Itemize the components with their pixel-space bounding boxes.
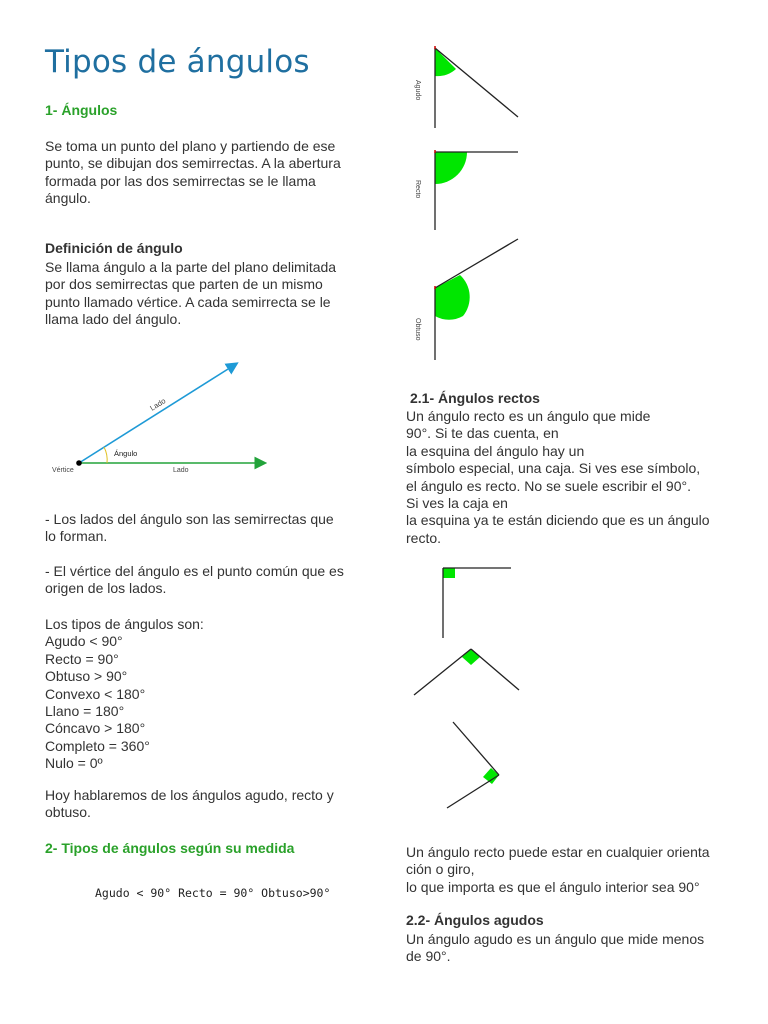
right-angle-3-lower: [447, 775, 499, 808]
section-2-1-heading: 2.1- Ángulos rectos: [410, 390, 540, 406]
angle-types-figure: [398, 40, 528, 370]
type-item: Llano = 180°: [45, 703, 125, 720]
angulo-label: Ángulo: [114, 449, 138, 458]
agudo-label: Agudo: [414, 80, 421, 101]
right-angle-orientations-figure: [405, 560, 535, 820]
right-box-1: [443, 568, 455, 578]
type-item: Convexo < 180°: [45, 685, 146, 702]
type-item: Agudo < 90°: [45, 633, 123, 650]
blue-side-line: [79, 364, 236, 463]
lado-top-label: Lado: [148, 396, 168, 413]
angle-types-list: [45, 616, 204, 773]
obtuso-fill: [435, 275, 470, 320]
right-angle-3-upper: [453, 722, 499, 775]
obtuso-slant-line: [435, 239, 518, 288]
sides-text: - Los lados del ángulo son las semirrectas que lo forman.: [45, 511, 334, 545]
section-2-heading: 2- Tipos de ángulos según su medida: [45, 840, 295, 856]
angle-arc: [104, 447, 107, 463]
obtuso-label: Obtuso: [414, 318, 421, 341]
type-item: Cóncavo > 180°: [45, 720, 146, 737]
definition-heading: Definición de ángulo: [45, 240, 183, 256]
type-item: Completo = 360°: [45, 737, 150, 754]
definition-paragraph: Se llama ángulo a la parte del plano delimitada por dos semirrectas que parten de un mismo punto llamado vértice. A cada semirrecta se le llama lado del ángulo.: [45, 259, 337, 328]
type-item: Nulo = 0º: [45, 755, 103, 772]
recto-label: Recto: [414, 180, 421, 199]
vertex-dot: [76, 460, 82, 466]
types-intro: Los tipos de ángulos son:: [45, 616, 204, 632]
section-2-formula: Agudo < 90° Recto = 90° Obtuso>90°: [95, 886, 331, 900]
angle-diagram: [40, 350, 280, 480]
right-box-2: [462, 649, 480, 665]
section-1-paragraph: Se toma un punto del plano y partiendo de ese punto, se dibujan dos semirrectas. A la abertura formada por las dos semirrectas se le llama ángulo.: [45, 138, 341, 207]
section-2-2-paragraph: Un ángulo agudo es un ángulo que mide menos de 90°.: [406, 931, 705, 965]
type-item: Recto = 90°: [45, 650, 119, 667]
type-item: Obtuso > 90°: [45, 668, 128, 685]
orientation-text: Un ángulo recto puede estar en cualquier orienta ción o giro, lo que importa es que el ángulo interior sea 90°: [406, 844, 710, 895]
section-2-1-paragraph: Un ángulo recto es un ángulo que mide 90°. Si te das cuenta, en la esquina del ángulo hay un símbolo especial, una caja. Si ves ese símbolo, el ángulo es recto. No se suele escribir el 90°. Si ves la caja en la esquina ya te están diciendo que es un ángulo recto.: [406, 408, 710, 546]
section-1-heading: 1- Ángulos: [45, 102, 118, 118]
right-angle-2-left: [414, 649, 471, 695]
vertice-label: Vértice: [52, 467, 74, 474]
lado-bottom-label: Lado: [173, 467, 189, 474]
page-title: Tipos de ángulos: [45, 44, 310, 80]
recto-fill: [435, 152, 467, 184]
right-angle-2-right: [471, 649, 519, 690]
today-text: Hoy hablaremos de los ángulos agudo, recto y obtuso.: [45, 787, 334, 821]
agudo-slant-line: [435, 48, 518, 117]
vertex-text: - El vértice del ángulo es el punto común que es origen de los lados.: [45, 563, 344, 597]
section-2-2-heading: 2.2- Ángulos agudos: [406, 912, 544, 928]
